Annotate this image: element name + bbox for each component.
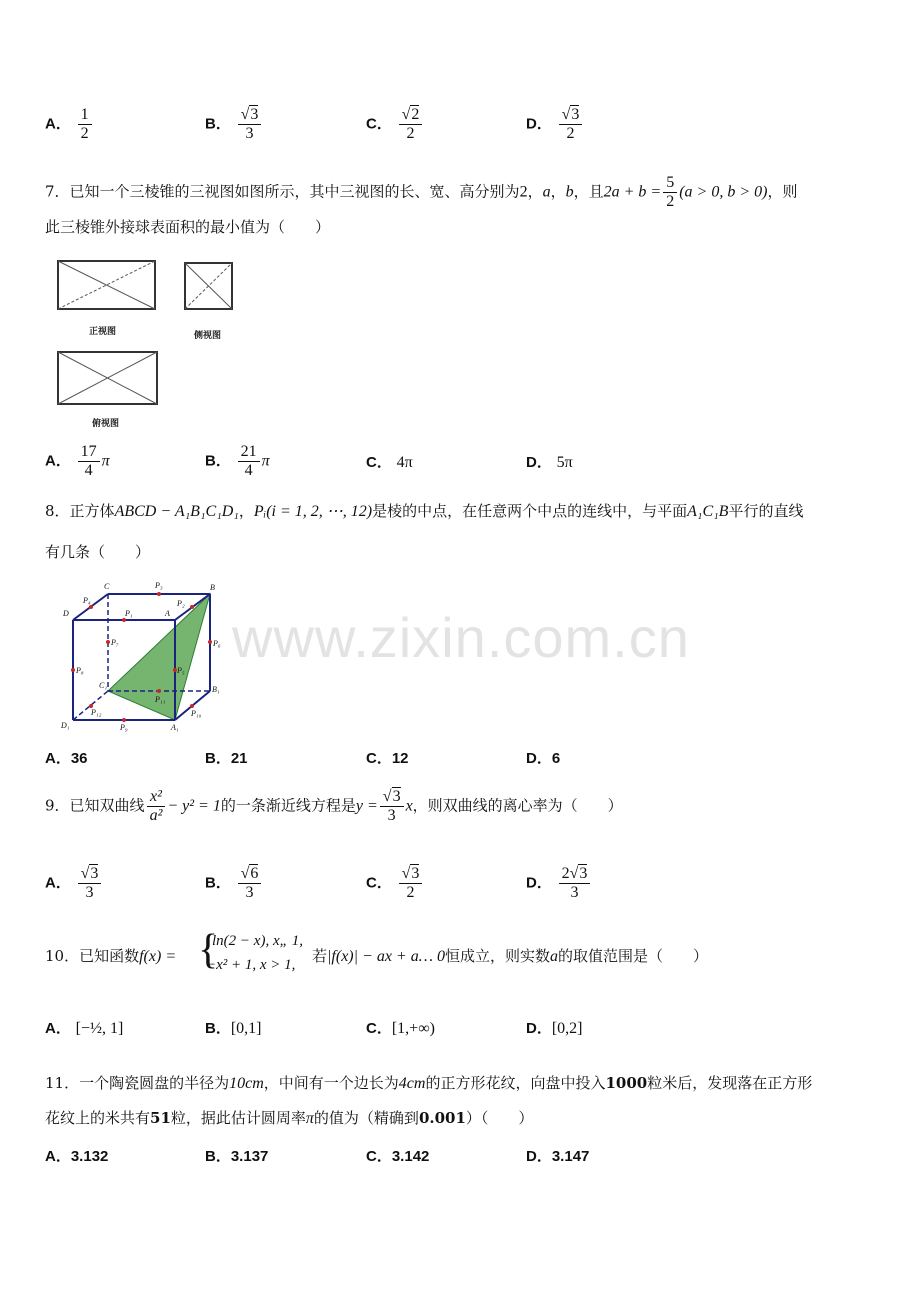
q8-option-a[interactable]: A．36 <box>45 750 88 767</box>
q7-option-b[interactable]: B． $\frac{21}{4}$ π <box>205 443 270 479</box>
q8-stem-line1: 8．正方体ABCD − A₁B₁C₁D₁，Pᵢ(i = 1, 2, ⋯, 12)是棱的中点，在任意两个中点的连线中，与平面A₁C₁B平行的直线 <box>45 502 804 520</box>
q8-option-c[interactable]: C．12 <box>366 750 409 767</box>
sqrt-icon: √ <box>561 106 571 123</box>
sqrt-icon: √ <box>382 788 392 805</box>
q7-option-d[interactable]: D． 5π <box>526 454 573 471</box>
label-p2: P₂ <box>177 599 185 608</box>
q8-option-d[interactable]: D．6 <box>526 750 561 767</box>
side-view-caption: 侧视图 <box>194 331 222 341</box>
label-p9: P₉ <box>120 723 128 732</box>
q6-option-d[interactable]: D． $\frac{√3}{2}$ <box>526 106 584 143</box>
label-p7: P₇ <box>111 638 119 647</box>
q11-stem-line2: 花纹上的米共有51粒，据此估计圆周率π的值为（精确到0.001）（ ） <box>45 1109 534 1127</box>
label-p11: P₁₁ <box>155 695 166 704</box>
label-p6: P₆ <box>213 639 221 648</box>
sqrt-icon: √ <box>240 865 250 882</box>
label-b1: B₁ <box>212 685 220 694</box>
q7-three-views-figure <box>55 258 245 428</box>
q6-option-b[interactable]: B． $\frac{√3}{3}$ <box>205 106 263 143</box>
sqrt-icon: √ <box>240 106 250 123</box>
q10-option-c[interactable]: C．[1,+∞) <box>366 1020 435 1037</box>
q8-stem-line2: 有几条（ ） <box>45 543 151 561</box>
sqrt-icon: √ <box>80 865 90 882</box>
q11-option-b[interactable]: B．3.137 <box>205 1148 269 1165</box>
q10-case-2: −x² + 1, x > 1, <box>206 957 296 973</box>
label-d1: D₁ <box>61 721 70 730</box>
q10-option-a[interactable]: A． [−½, 1] <box>45 1020 124 1037</box>
q6-option-c[interactable]: C． $\frac{√2}{2}$ <box>366 106 424 143</box>
q10-stem-lead: 10．已知函数f(x) = <box>45 947 177 965</box>
q10-option-d[interactable]: D．[0,2] <box>526 1020 583 1037</box>
q10-option-a-value: [−½, 1] <box>75 1020 124 1037</box>
watermark: www.zixin.com.cn <box>232 606 690 669</box>
label-p10: P₁₀ <box>191 709 202 718</box>
q11-option-a[interactable]: A．3.132 <box>45 1148 109 1165</box>
q6-option-d-value: $\frac{√3}{2}$ <box>559 106 583 143</box>
q9-option-b[interactable]: B． $\frac{√6}{3}$ <box>205 865 263 902</box>
q9-stem: 9．已知双曲线 $\frac{\text{x²}}{\text{a²}}$ − y² = 1的一条渐近线方程是y = $\frac{√3}{3}$ x，则双曲线的离心率为（ ） <box>45 788 623 824</box>
sqrt-icon: √ <box>401 106 411 123</box>
label-a1: A₁ <box>171 723 179 732</box>
q11-option-d[interactable]: D．3.147 <box>526 1148 590 1165</box>
label-p5: P₅ <box>177 666 185 675</box>
q7-stem-line1: 7．已知一个三棱锥的三视图如图所示，其中三视图的长、宽、高分别为2，a，b，且2a + b = $\frac{5}{2}$ (a > 0, b > 0)，则 <box>45 174 798 210</box>
q7-option-a[interactable]: A． $\frac{17}{4}$ π <box>45 443 110 479</box>
label-p3: P₃ <box>155 581 163 590</box>
q8-cube-figure <box>55 578 235 736</box>
sqrt-icon: √ <box>401 865 411 882</box>
label-b: B <box>210 583 215 592</box>
q6-option-c-value: $\frac{√2}{2}$ <box>399 106 423 143</box>
left-brace-icon: { <box>198 927 219 973</box>
front-view-caption: 正视图 <box>89 327 117 337</box>
label-p12: P₁₂ <box>91 708 102 717</box>
top-view-caption: 俯视图 <box>92 419 120 429</box>
q6-option-a[interactable]: A． $\frac{1}{2}$ <box>45 106 94 143</box>
label-c: C <box>104 582 110 591</box>
label-p4: P₄ <box>83 596 91 605</box>
side-view <box>185 263 232 309</box>
label-p8: P₈ <box>76 666 84 675</box>
q11-option-c[interactable]: C．3.142 <box>366 1148 430 1165</box>
label-d: D <box>63 609 69 618</box>
q7-option-c[interactable]: C． 4π <box>366 454 413 471</box>
q6-option-a-value: $\frac{1}{2}$ <box>78 106 92 143</box>
sqrt-icon: √ <box>569 865 579 882</box>
q9-option-a[interactable]: A． $\frac{√3}{3}$ <box>45 865 103 902</box>
label-a: A <box>165 609 170 618</box>
q10-stem-tail: 若|f(x)| − ax + a… 0恒成立，则实数a的取值范围是（ ） <box>312 947 708 965</box>
label-p1: P₁ <box>125 609 133 618</box>
q9-option-c[interactable]: C． $\frac{√3}{2}$ <box>366 865 424 902</box>
q8-option-b[interactable]: B．21 <box>205 750 248 767</box>
q10-option-b[interactable]: B．[0,1] <box>205 1020 262 1037</box>
label-c1: C₁ <box>99 681 108 690</box>
q11-stem-line1: 11．一个陶瓷圆盘的半径为10cm，中间有一个边长为4cm的正方形花纹，向盘中投入1000粒米后，发现落在正方形 <box>45 1074 813 1092</box>
top-view <box>58 352 157 404</box>
q7-stem-line2: 此三棱锥外接球表面积的最小值为（ ） <box>45 218 331 236</box>
q10-case-1: ln(2 − x), x„ 1, <box>212 933 303 949</box>
q6-option-b-value: $\frac{√3}{3}$ <box>238 106 262 143</box>
q9-option-d[interactable]: D． $\frac{2√3}{3}$ <box>526 865 592 902</box>
front-view <box>58 261 155 309</box>
